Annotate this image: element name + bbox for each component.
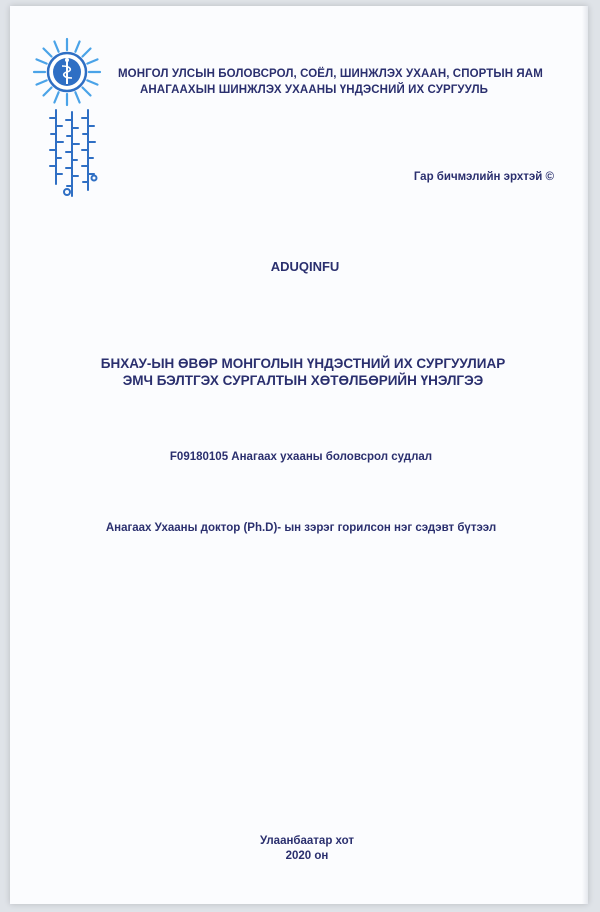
university-name: АНАГААХЫН ШИНЖЛЭХ УХААНЫ ҮНДЭСНИЙ ИХ СУРГУУЛЬ	[140, 84, 489, 96]
thesis-title-line-1: БНХАУ-ЫН ӨВӨР МОНГОЛЫН ҮНДЭСТНИЙ ИХ СУРГУУЛИАР	[100, 356, 506, 371]
institution-header	[118, 66, 588, 98]
author-name: ADUQINFU	[270, 259, 340, 274]
thesis-title-line-2: ЭМЧ БЭЛТГЭХ СУРГАЛТЫН ХӨТӨЛБӨРИЙН ҮНЭЛГЭЭ	[122, 373, 484, 388]
university-emblem-icon	[32, 36, 102, 108]
specialty-code: F09180105 Анагаах ухааны боловсрол судлал	[169, 451, 433, 463]
degree-statement: Анагаах Ухааны доктор (Ph.D)- ын зэрэг горилсон нэг сэдэвт бүтээл	[105, 522, 497, 534]
document-page	[10, 6, 588, 904]
year: 2020 он	[285, 850, 329, 862]
place-and-year	[10, 834, 588, 864]
mongolian-script-emblem-text	[44, 106, 106, 202]
copyright-notice: Гар бичмэлийн эрхтэй ©	[413, 171, 554, 183]
thesis-title	[10, 355, 588, 389]
city: Улаанбаатар хот	[259, 835, 355, 847]
ministry-name: МОНГОЛ УЛСЫН БОЛОВСРОЛ, СОЁЛ, ШИНЖЛЭХ УХААН, СПОРТЫН ЯАМ	[118, 68, 543, 80]
